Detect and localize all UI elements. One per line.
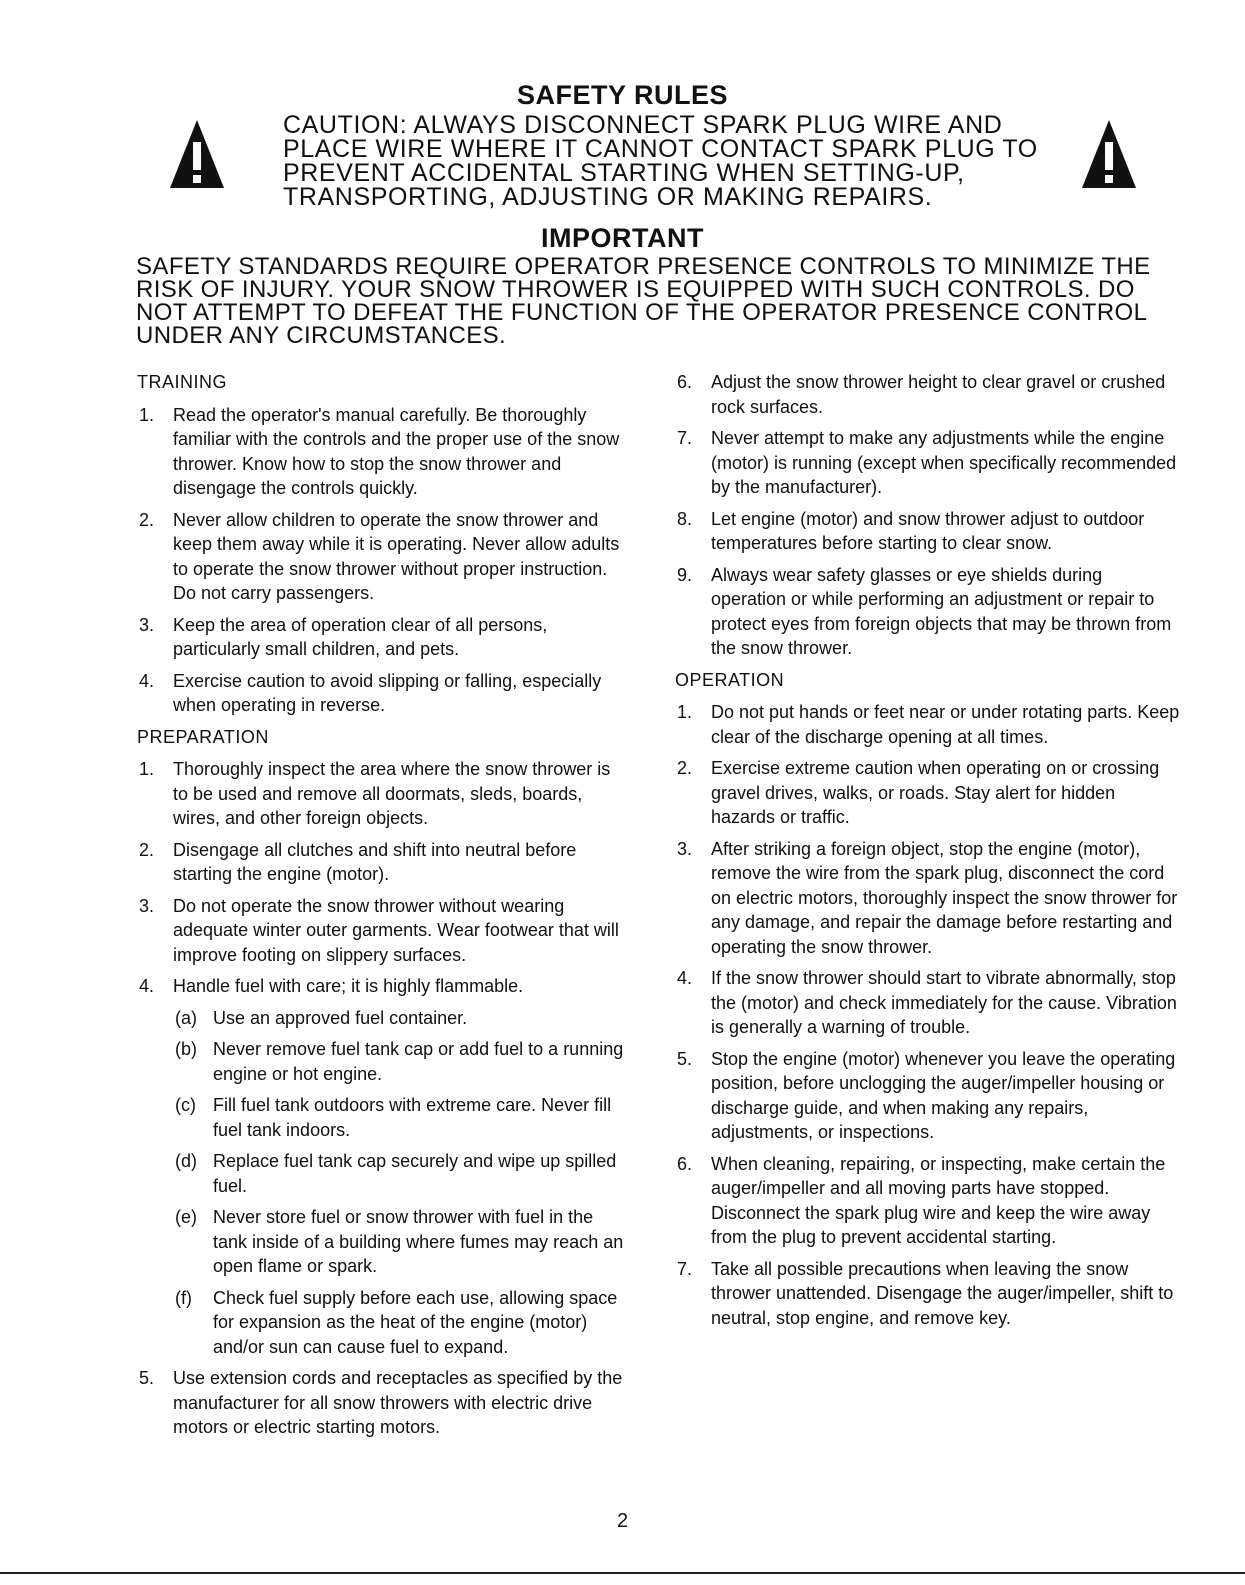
item-number: 4. [139, 976, 155, 996]
list-item [675, 1047, 1180, 1145]
item-number: 5. [139, 1368, 155, 1388]
standards-notice: SAFETY STANDARDS REQUIRE OPERATOR PRESENCE CONTROLS TO MINIMIZE THE RISK OF INJURY. YOUR SNOW THROWER IS EQUIPPED WITH SUCH CONTROLS. DO NOT ATTEMPT TO DEFEAT THE FUNCTION OF THE OPERATOR PRESENCE CONTROL UNDER ANY CIRCUMSTANCES. [136, 253, 1151, 349]
item-number: 7. [677, 428, 693, 448]
item-number: 1. [139, 759, 155, 779]
item-text: Keep the area of operation clear of all persons, particularly small children, and pets. [173, 614, 548, 659]
item-text: Handle fuel with care; it is highly flammable. [173, 976, 524, 996]
item-text: Stop the engine (motor) whenever you leave the operating position, before unclogging the auger/impeller housing or discharge guide, and when making any repairs, adjustments, or inspections. [711, 1048, 1176, 1142]
item-text: Do not operate the snow thrower without wearing adequate winter outer garments. Wear footwear that will improve footing on slippery surfaces. [173, 895, 619, 965]
item-text: Read the operator's manual carefully. Be thoroughly familiar with the controls and the proper use of the snow thrower. Know how to stop the snow thrower and disengage the controls quickly. [173, 404, 620, 498]
list-item [137, 974, 627, 999]
list-item [675, 1152, 1180, 1250]
preparation-heading: PREPARATION [137, 726, 269, 747]
page-title: SAFETY RULES [516, 80, 729, 110]
sub-item [137, 1286, 627, 1360]
item-number: 3. [677, 838, 693, 859]
training-heading: TRAINING [137, 372, 228, 392]
item-text: Exercise caution to avoid slipping or falling, especially when operating in reverse. [173, 670, 602, 715]
item-text: When cleaning, repairing, or inspecting, make certain the auger/impeller and all moving parts have stopped. Disconnect the spark plug wire and keep the wire away from the plug to prevent accidental starting. [711, 1153, 1166, 1247]
item-text: Let engine (motor) and snow thrower adjust to outdoor temperatures before starting to clear snow. [711, 508, 1145, 553]
item-number: 3. [139, 895, 155, 916]
item-number: 1. [139, 404, 155, 425]
list-item [137, 613, 627, 662]
list-item [675, 756, 1180, 830]
item-number: 2. [139, 839, 155, 860]
page-number: 2 [616, 1510, 629, 1532]
list-item [137, 669, 627, 718]
bottom-rule [0, 1572, 1245, 1574]
operation-heading: OPERATION [675, 669, 785, 690]
item-text: Disengage all clutches and shift into neutral before starting the engine (motor). [173, 839, 577, 884]
item-number: 9. [677, 564, 693, 585]
item-text: Adjust the snow thrower height to clear gravel or crushed rock surfaces. [711, 372, 1166, 417]
sub-item [137, 1093, 627, 1142]
item-number: 8. [677, 508, 693, 529]
item-text: Never attempt to make any adjustments while the engine (motor) is running (except when specifically recommended by the manufacturer). [711, 428, 1177, 497]
sub-item [137, 1006, 627, 1031]
list-item [675, 700, 1180, 749]
sub-item-text: Never store fuel or snow thrower with fuel in the tank inside of a building where fumes may reach an open flame or spark. [213, 1207, 624, 1276]
list-item [675, 370, 1180, 419]
item-number: 2. [139, 509, 155, 530]
sub-item-letter: (d) [175, 1151, 197, 1171]
list-item [675, 426, 1180, 500]
list-item [675, 1257, 1180, 1331]
list-item [137, 757, 627, 831]
list-item [137, 838, 627, 887]
item-number: 6. [677, 372, 693, 392]
right-column [675, 370, 1180, 1337]
list-item [137, 508, 627, 606]
list-item [137, 894, 627, 968]
sub-item-text: Never remove fuel tank cap or add fuel to a running engine or hot engine. [213, 1039, 624, 1084]
item-number: 5. [677, 1048, 693, 1069]
list-item [675, 563, 1180, 661]
item-number: 7. [677, 1258, 693, 1279]
item-number: 3. [139, 614, 155, 635]
sub-item-letter: (e) [175, 1207, 197, 1227]
sub-item [137, 1149, 627, 1198]
sub-item-text: Fill fuel tank outdoors with extreme care. Never fill fuel tank indoors. [213, 1095, 612, 1140]
sub-item-text: Use an approved fuel container. [213, 1007, 468, 1028]
item-text: Thoroughly inspect the area where the snow thrower is to be used and remove all doormats, sleds, boards, wires, and other foreign objects. [173, 759, 611, 828]
list-item [675, 837, 1180, 960]
important-heading: IMPORTANT [541, 223, 704, 253]
list-item [675, 507, 1180, 556]
item-number: 4. [677, 968, 693, 988]
item-text: Exercise extreme caution when operating on or crossing gravel drives, walks, or roads. Stay alert for hidden hazards or traffic. [711, 758, 1160, 827]
sub-item-letter: (f) [175, 1287, 192, 1308]
sub-item-letter: (b) [175, 1039, 197, 1059]
item-text: Do not put hands or feet near or under rotating parts. Keep clear of the discharge opening at all times. [711, 702, 1180, 747]
sub-item-letter: (a) [175, 1007, 197, 1028]
item-text: After striking a foreign object, stop the engine (motor), remove the wire from the spark plug, disconnect the cord on electric motors, thoroughly inspect the snow thrower for any damage, and repair the damage before restarting and operating the snow thrower. [711, 838, 1178, 957]
sub-item-letter: (c) [175, 1095, 196, 1115]
item-number: 1. [677, 702, 693, 722]
warning-triangle-icon [1080, 118, 1138, 190]
left-column [137, 370, 627, 1447]
sub-item-text: Check fuel supply before each use, allowing space for expansion as the heat of the engine (motor) and/or sun can cause fuel to expand. [213, 1287, 618, 1357]
item-text: Take all possible precautions when leaving the snow thrower unattended. Disengage the auger/impeller, shift to neutral, stop engine, and remove key. [711, 1258, 1174, 1328]
item-text: Always wear safety glasses or eye shields during operation or while performing an adjustment or repair to protect eyes from foreign objects that may be thrown from the snow thrower. [711, 564, 1172, 658]
list-item [137, 1366, 627, 1440]
item-number: 6. [677, 1153, 693, 1174]
caution-notice: CAUTION: ALWAYS DISCONNECT SPARK PLUG WIRE AND PLACE WIRE WHERE IT CANNOT CONTACT SPARK PLUG TO PREVENT ACCIDENTAL STARTING WHEN SETTING-UP, TRANSPORTING, ADJUSTING OR MAKING REPAIRS. [283, 111, 1038, 211]
sub-item-text: Replace fuel tank cap securely and wipe up spilled fuel. [213, 1151, 617, 1196]
item-number: 4. [139, 670, 155, 691]
list-item [137, 403, 627, 501]
list-item [675, 966, 1180, 1040]
sub-item [137, 1205, 627, 1279]
sub-item [137, 1037, 627, 1086]
item-text: Never allow children to operate the snow thrower and keep them away while it is operating. Never allow adults to operate the snow thrower without proper instruction. Do not carry passengers. [173, 509, 620, 603]
item-number: 2. [677, 758, 693, 778]
warning-triangle-icon [168, 118, 226, 190]
item-text: Use extension cords and receptacles as specified by the manufacturer for all snow throwers with electric drive motors or electric starting motors. [173, 1368, 623, 1437]
item-text: If the snow thrower should start to vibrate abnormally, stop the (motor) and check immediately for the cause. Vibration is generally a warning of trouble. [711, 968, 1177, 1037]
